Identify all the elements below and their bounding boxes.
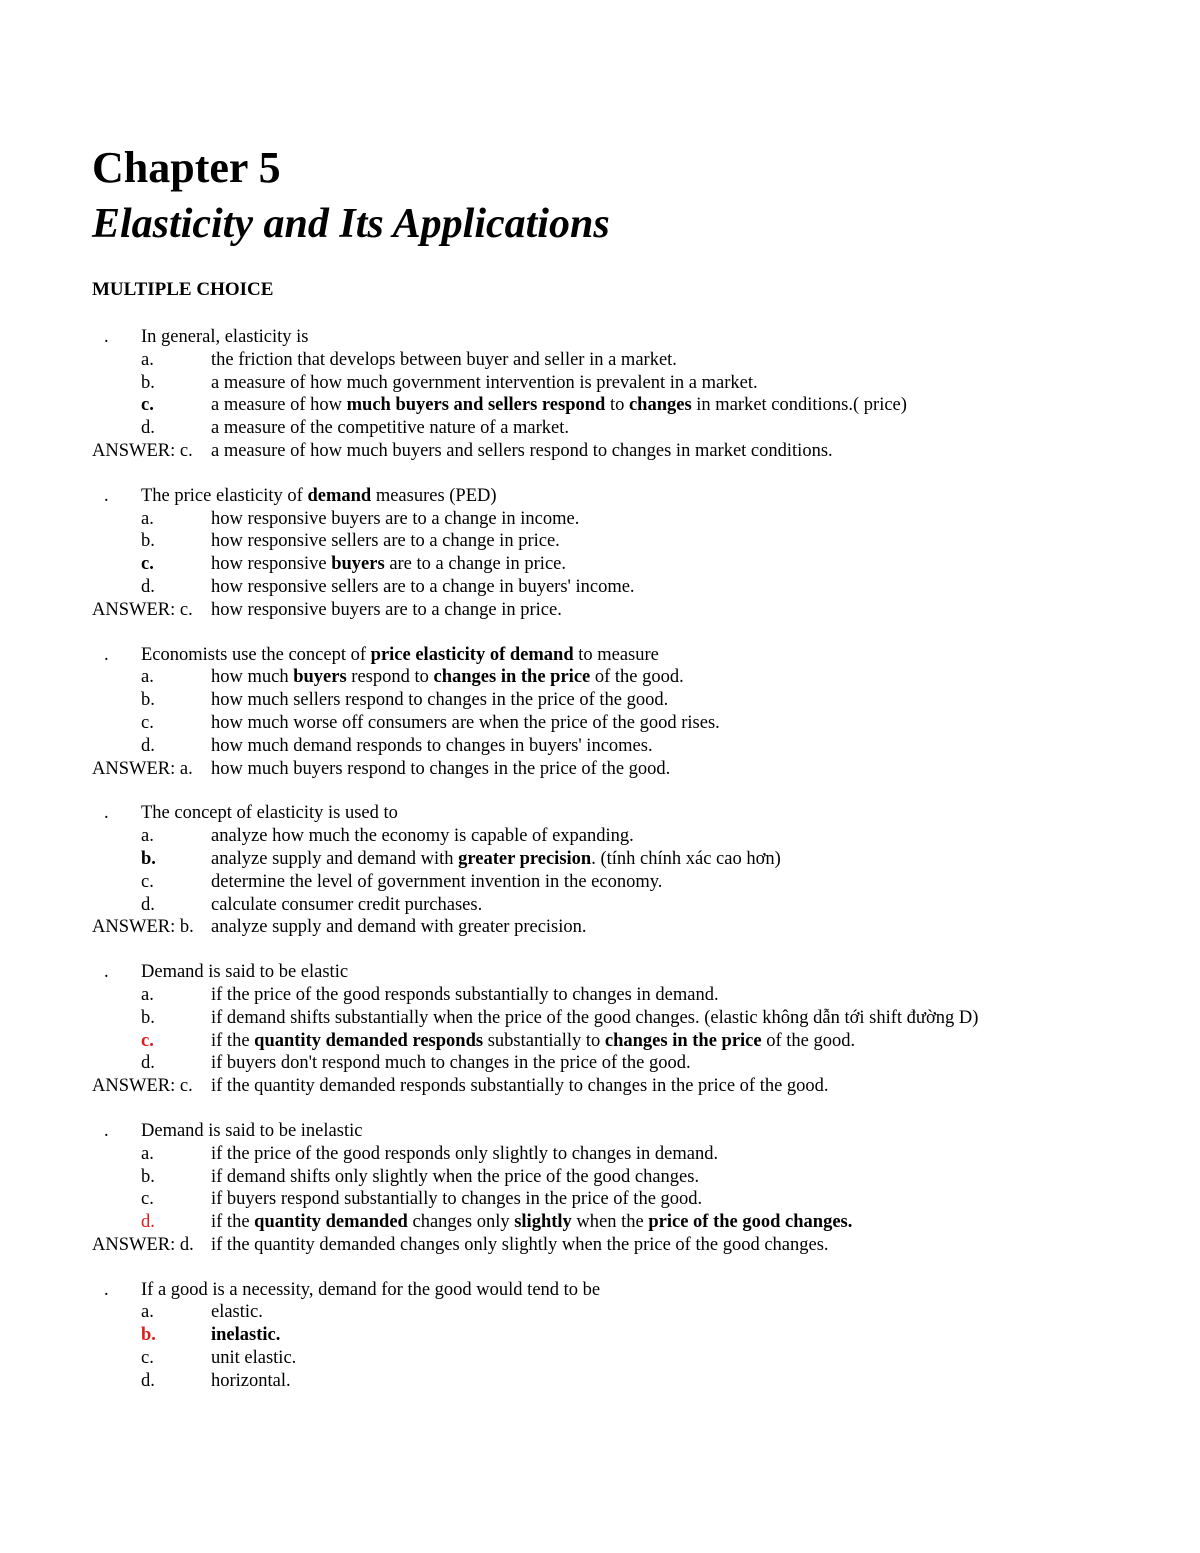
question-2 [92,485,1132,622]
option-text [211,553,566,576]
option-b [92,372,1132,395]
option-c [92,1188,1132,1211]
option-c [92,1347,1132,1370]
option-a [92,349,1132,372]
option-letter: d. [141,1212,155,1233]
text-run-bold: changes in the price [433,667,591,688]
question-marker: . [104,1120,109,1141]
option-text: how much demand responds to changes in buyers' incomes. [211,735,653,756]
text-run: of the good. [590,667,684,688]
option-text [211,394,907,417]
text-run-bold: price of the good changes. [648,1212,853,1233]
section-heading: MULTIPLE CHOICE [92,279,274,300]
option-letter: a. [141,984,154,1005]
question-marker: . [104,644,109,665]
question-1 [92,326,1132,463]
option-letter: a. [141,1143,154,1164]
question-stem [92,1120,1132,1143]
option-text: if demand shifts substantially when the price of the good changes. (elastic không dẫn tới shift đường D) [211,1007,979,1028]
option-text: if buyers respond substantially to changes in the price of the good. [211,1189,703,1210]
option-text: horizontal. [211,1370,291,1391]
option-text [211,848,781,871]
answer-line [92,1234,1132,1257]
option-text: a measure of how much government intervention is prevalent in a market. [211,372,758,393]
text-run: analyze supply and demand with [211,848,459,869]
text-run: changes only [407,1212,515,1233]
question-stem [92,644,1132,667]
option-a [92,1301,1132,1324]
text-run-bold: slightly [514,1212,572,1233]
stem-text [141,644,659,667]
option-letter: b. [141,1007,155,1028]
option-a [92,1143,1132,1166]
option-text: a measure of the competitive nature of a market. [211,418,570,439]
question-marker: . [104,962,109,983]
text-run: The price elasticity of [141,485,308,506]
option-c [92,712,1132,735]
answer-text: if the quantity demanded changes only slightly when the price of the good changes. [211,1234,829,1255]
text-run: Economists use the concept of [141,644,371,665]
text-run: in market conditions.( price) [691,395,907,416]
answer-line [92,916,1132,939]
option-a [92,508,1132,531]
option-c [92,553,1132,576]
option-d [92,417,1132,440]
text-run: to [605,395,629,416]
option-d [92,894,1132,917]
option-letter: a. [141,1302,154,1323]
option-letter: c. [141,871,154,892]
answer-label: ANSWER: c. [92,1076,193,1097]
question-stem [92,326,1132,349]
answer-line [92,758,1132,781]
question-5 [92,961,1132,1098]
answer-text: if the quantity demanded responds substantially to changes in the price of the good. [211,1076,829,1097]
text-run: substantially to [483,1030,605,1051]
question-stem [92,1279,1132,1302]
option-c [92,1030,1132,1053]
text-run: respond to [346,667,434,688]
text-run: . (tính chính xác cao hơn) [591,848,781,869]
question-marker: . [104,1279,109,1300]
stem-text [141,485,497,508]
option-text: if the price of the good responds only slightly to changes in demand. [211,1143,719,1164]
text-run: how responsive [211,554,332,575]
option-text: if buyers don't respond much to changes in the price of the good. [211,1053,691,1074]
answer-label: ANSWER: a. [92,758,193,779]
question-marker: . [104,803,109,824]
option-text [211,1211,852,1234]
option-letter: d. [141,735,155,756]
answer-label: ANSWER: c. [92,440,193,461]
option-text: how responsive buyers are to a change in income. [211,508,580,529]
option-d [92,1370,1132,1393]
text-run-bold: quantity demanded [254,1212,408,1233]
text-run: how much [211,667,294,688]
question-7 [92,1279,1132,1393]
text-run: if the [211,1030,255,1051]
question-stem [92,961,1132,984]
answer-label: ANSWER: b. [92,917,194,938]
answer-text: how responsive buyers are to a change in price. [211,599,562,620]
option-letter: c. [141,395,154,416]
chapter-subtitle: Elasticity and Its Applications [92,201,610,247]
option-letter: d. [141,894,155,915]
option-d [92,576,1132,599]
question-4 [92,802,1132,939]
option-d [92,1052,1132,1075]
option-b [92,530,1132,553]
stem-text: In general, elasticity is [141,327,309,347]
option-c [92,871,1132,894]
option-letter: b. [141,1166,155,1187]
option-letter: b. [141,848,156,869]
question-stem [92,802,1132,825]
text-run: when the [571,1212,649,1233]
stem-text: If a good is a necessity, demand for the good would tend to be [141,1279,601,1300]
answer-text: how much buyers respond to changes in the price of the good. [211,758,671,779]
option-d [92,1211,1132,1234]
option-letter: b. [141,372,155,393]
text-run-bold: quantity demanded responds [254,1030,484,1051]
option-a [92,825,1132,848]
option-a [92,666,1132,689]
answer-label: ANSWER: d. [92,1234,194,1255]
option-d [92,735,1132,758]
text-run: of the good. [761,1030,856,1051]
text-run: to measure [573,644,659,665]
option-text: the friction that develops between buyer and seller in a market. [211,349,677,370]
option-letter: c. [141,1030,154,1051]
text-run-bold: greater precision [458,848,592,869]
answer-text: a measure of how much buyers and sellers respond to changes in market conditions. [211,440,833,461]
option-letter: a. [141,826,154,847]
stem-text: Demand is said to be inelastic [141,1120,363,1141]
option-letter: a. [141,667,154,688]
text-run-bold: much buyers and sellers respond [346,395,606,416]
option-letter: b. [141,690,155,711]
stem-text: Demand is said to be elastic [141,962,349,983]
option-text: how responsive sellers are to a change in price. [211,531,560,552]
text-run: are to a change in price. [384,554,566,575]
option-text: unit elastic. [211,1348,297,1369]
option-text: inelastic. [211,1325,281,1346]
text-run-bold: changes [628,395,692,416]
option-text: determine the level of government invention in the economy. [211,871,663,892]
option-text: if demand shifts only slightly when the price of the good changes. [211,1166,700,1187]
text-run-bold: price elasticity of demand [370,644,574,665]
option-text: elastic. [211,1302,263,1323]
option-text: if the price of the good responds substantially to changes in demand. [211,984,719,1005]
option-letter: c. [141,554,154,575]
option-b [92,1166,1132,1189]
text-run: a measure of how [211,395,347,416]
option-letter: c. [141,712,154,733]
option-text: calculate consumer credit purchases. [211,894,483,915]
text-run-bold: buyers [293,667,347,688]
chapter-title: Chapter 5 [92,143,281,192]
option-letter: d. [141,576,155,597]
option-b [92,848,1132,871]
answer-text: analyze supply and demand with greater precision. [211,917,587,938]
answer-label: ANSWER: c. [92,599,193,620]
option-text [211,1030,855,1053]
option-letter: d. [141,1370,155,1391]
option-b [92,1324,1132,1347]
option-letter: a. [141,349,154,370]
document-page [92,140,1132,1393]
text-run: measures (PED) [371,485,497,506]
question-marker: . [104,327,109,347]
option-text: how much worse off consumers are when the price of the good rises. [211,712,720,733]
option-b [92,689,1132,712]
text-run: if the [211,1212,255,1233]
answer-line [92,1075,1132,1098]
option-letter: c. [141,1348,154,1369]
option-letter: d. [141,418,155,439]
option-letter: a. [141,508,154,529]
stem-text: The concept of elasticity is used to [141,803,398,824]
text-run-bold: buyers [331,554,385,575]
option-letter: b. [141,1325,156,1346]
option-text: how responsive sellers are to a change in buyers' income. [211,576,635,597]
text-run-bold: changes in the price [604,1030,762,1051]
text-run-bold: demand [307,485,372,506]
option-letter: c. [141,1189,154,1210]
option-letter: b. [141,531,155,552]
option-c [92,394,1132,417]
question-marker: . [104,485,109,506]
question-3 [92,644,1132,781]
option-text: analyze how much the economy is capable of expanding. [211,826,634,847]
answer-line [92,599,1132,622]
option-b [92,1007,1132,1030]
option-text: how much sellers respond to changes in the price of the good. [211,690,669,711]
question-6 [92,1120,1132,1257]
option-text [211,666,684,689]
question-stem [92,485,1132,508]
option-a [92,984,1132,1007]
answer-line [92,440,1132,463]
option-letter: d. [141,1053,155,1074]
